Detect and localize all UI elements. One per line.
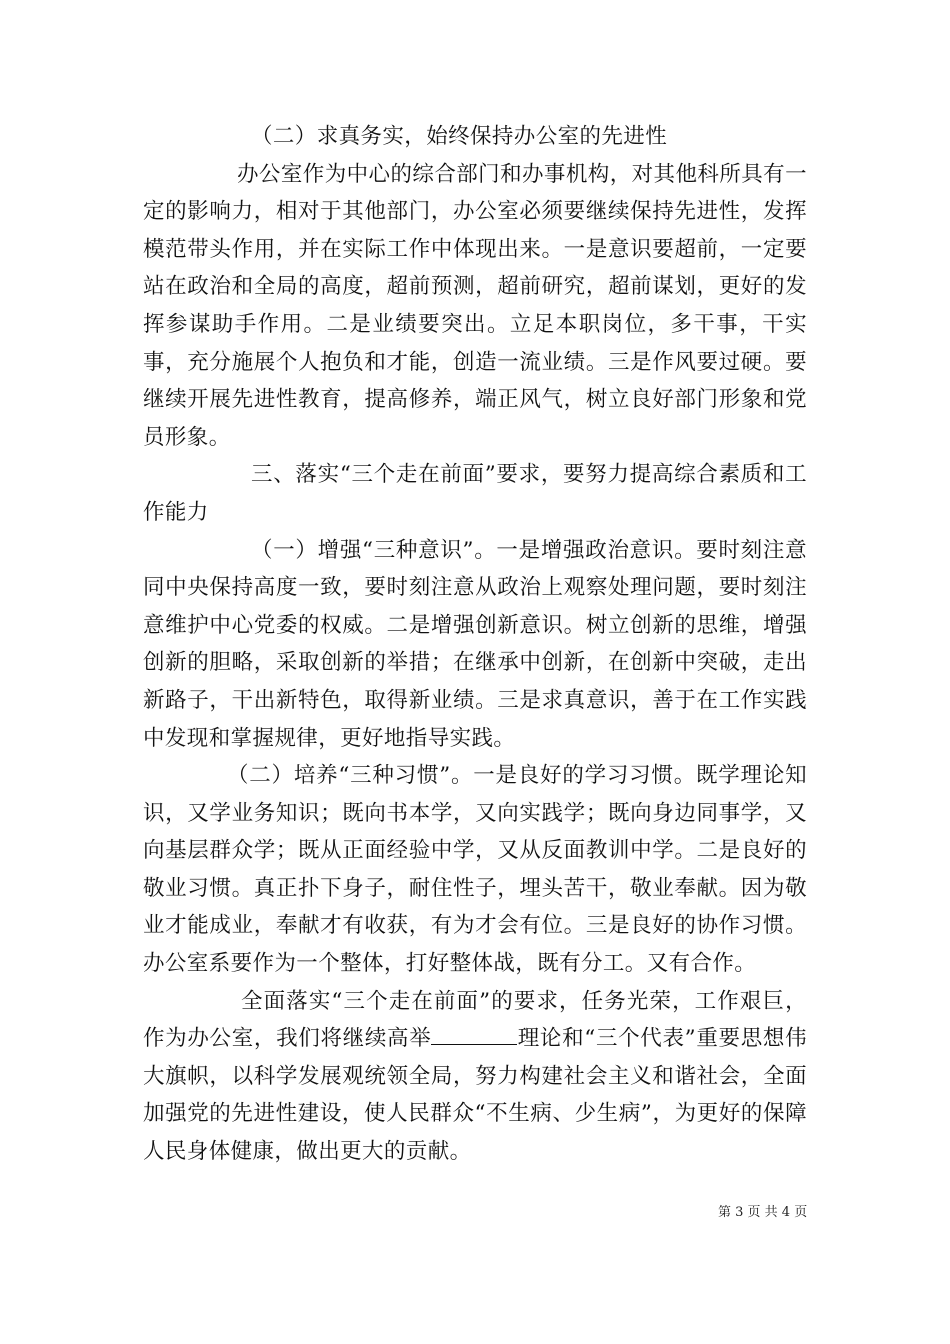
page-number-footer: 第 3 页 共 4 页 xyxy=(718,1205,808,1220)
conclusion-text-start: 全面落实“三个走在前面”的要求，任务光荣，工作艰巨，作为办公室，我们将继续高举 xyxy=(143,988,807,1052)
document-body xyxy=(143,118,807,1171)
paragraph-office-advancement: 办公室作为中心的综合部门和办事机构，对其他科所具有一定的影响力，相对于其他部门，办公室必须要继续保持先进性，发挥模范带头作用，并在实际工作中体现出来。一是意识要超前，一定要站在政治和全局的高度，超前预测，超前研究，超前谋划，更好的发挥参谋助手作用。二是业绩要突出。立足本职岗位，多干事，干实事，充分施展个人抱负和才能，创造一流业绩。三是作风要过硬。要继续开展先进性教育，提高修养，端正风气，树立良好部门形象和党员形象。 xyxy=(143,161,807,450)
paragraph-three-awareness: （一）增强“三种意识”。一是增强政治意识。要时刻注意同中央保持高度一致，要时刻注意从政治上观察处理问题，要时刻注意维护中心党委的权威。二是增强创新意识。树立创新的思维，增强创新的胆略，采取创新的举措；在继承中创新，在创新中突破，走出新路子，干出新特色，取得新业绩。三是求真意识，善于在工作实践中发现和掌握规律，更好地指导实践。 xyxy=(143,537,807,751)
section-heading-2: （二）求真务实，始终保持办公室的先进性 xyxy=(251,124,668,149)
paragraph-conclusion xyxy=(143,983,807,1171)
conclusion-text-end: 理论和“三个代表”重要思想伟大旗帜，以科学发展观统领全局，努力构建社会主义和谐社会，全面加强党的先进性建设，使人民群众“不生病、少生病”，为更好的保障人民身体健康，做出更大的贡献。 xyxy=(143,1026,808,1165)
paragraph-three-habits: （二）培养“三种习惯”。一是良好的学习习惯。既学理论知识，又学业务知识；既向书本学，又向实践学；既向身边同事学，又向基层群众学；既从正面经验中学，又从反面教训中学。二是良好的敬业习惯。真正扑下身子，耐住性子，埋头苦干，敬业奉献。因为敬业才能成业，奉献才有收获，有为才会有位。三是良好的协作习惯。办公室系要作为一个整体，打好整体战，既有分工。又有合作。 xyxy=(143,763,807,977)
fill-in-blank xyxy=(431,1022,517,1045)
section-heading-3: 三、落实“三个走在前面”要求，要努力提高综合素质和工作能力 xyxy=(143,462,807,525)
